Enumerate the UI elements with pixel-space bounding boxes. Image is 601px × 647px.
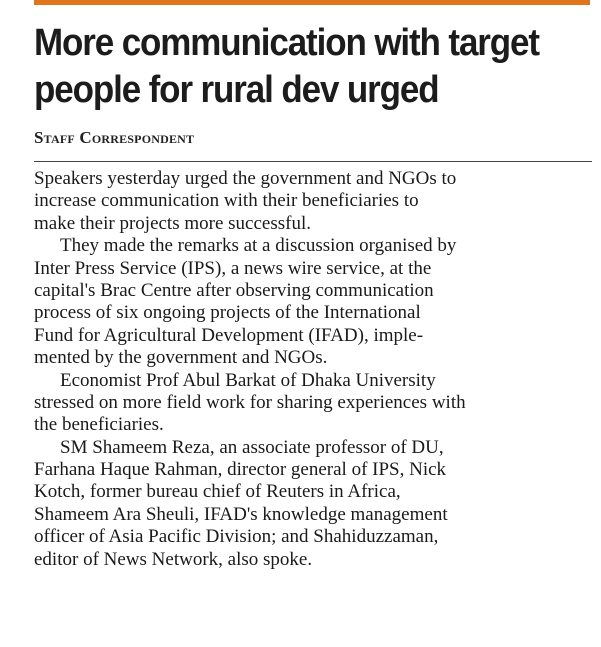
article-line: Fund for Agricultural Development (IFAD), imple-	[34, 324, 424, 346]
article-line: the beneficiaries.	[34, 414, 164, 436]
article-line: Kotch, former bureau chief of Reuters in Africa,	[34, 481, 401, 503]
article-line: capital's Brac Centre after observing communication	[34, 279, 434, 301]
headline-line: people for rural dev urged	[34, 69, 439, 111]
article-line: Shameem Ara Sheuli, IFAD's knowledge management	[34, 503, 448, 525]
article-line: make their projects more successful.	[34, 212, 311, 234]
article-line: mented by the government and NGOs.	[34, 347, 328, 369]
byline: Staff Correspondent	[34, 128, 195, 147]
article-line: Economist Prof Abul Barkat of Dhaka University	[60, 369, 436, 391]
byline-divider	[34, 161, 592, 162]
article-line: increase communication with their beneficiaries to	[34, 190, 419, 212]
article-line: They made the remarks at a discussion organised by	[60, 235, 457, 257]
article-line: editor of News Network, also spoke.	[34, 548, 313, 570]
headline	[34, 20, 549, 114]
article-line: Speakers yesterday urged the government and NGOs to	[34, 168, 457, 189]
article-line: Farhana Haque Rahman, director general of IPS, Nick	[34, 459, 447, 481]
article-body	[34, 168, 600, 571]
article-line: stressed on more field work for sharing experiences with	[34, 391, 466, 413]
article-line: officer of Asia Pacific Division; and Shahiduzzaman,	[34, 526, 439, 548]
headline-line: More communication with target	[34, 22, 539, 64]
article-line: SM Shameem Reza, an associate professor of DU,	[60, 436, 444, 458]
article-line: process of six ongoing projects of the International	[34, 302, 421, 324]
article-line: Inter Press Service (IPS), a news wire service, at the	[34, 257, 432, 279]
section-accent-rule	[34, 0, 590, 5]
